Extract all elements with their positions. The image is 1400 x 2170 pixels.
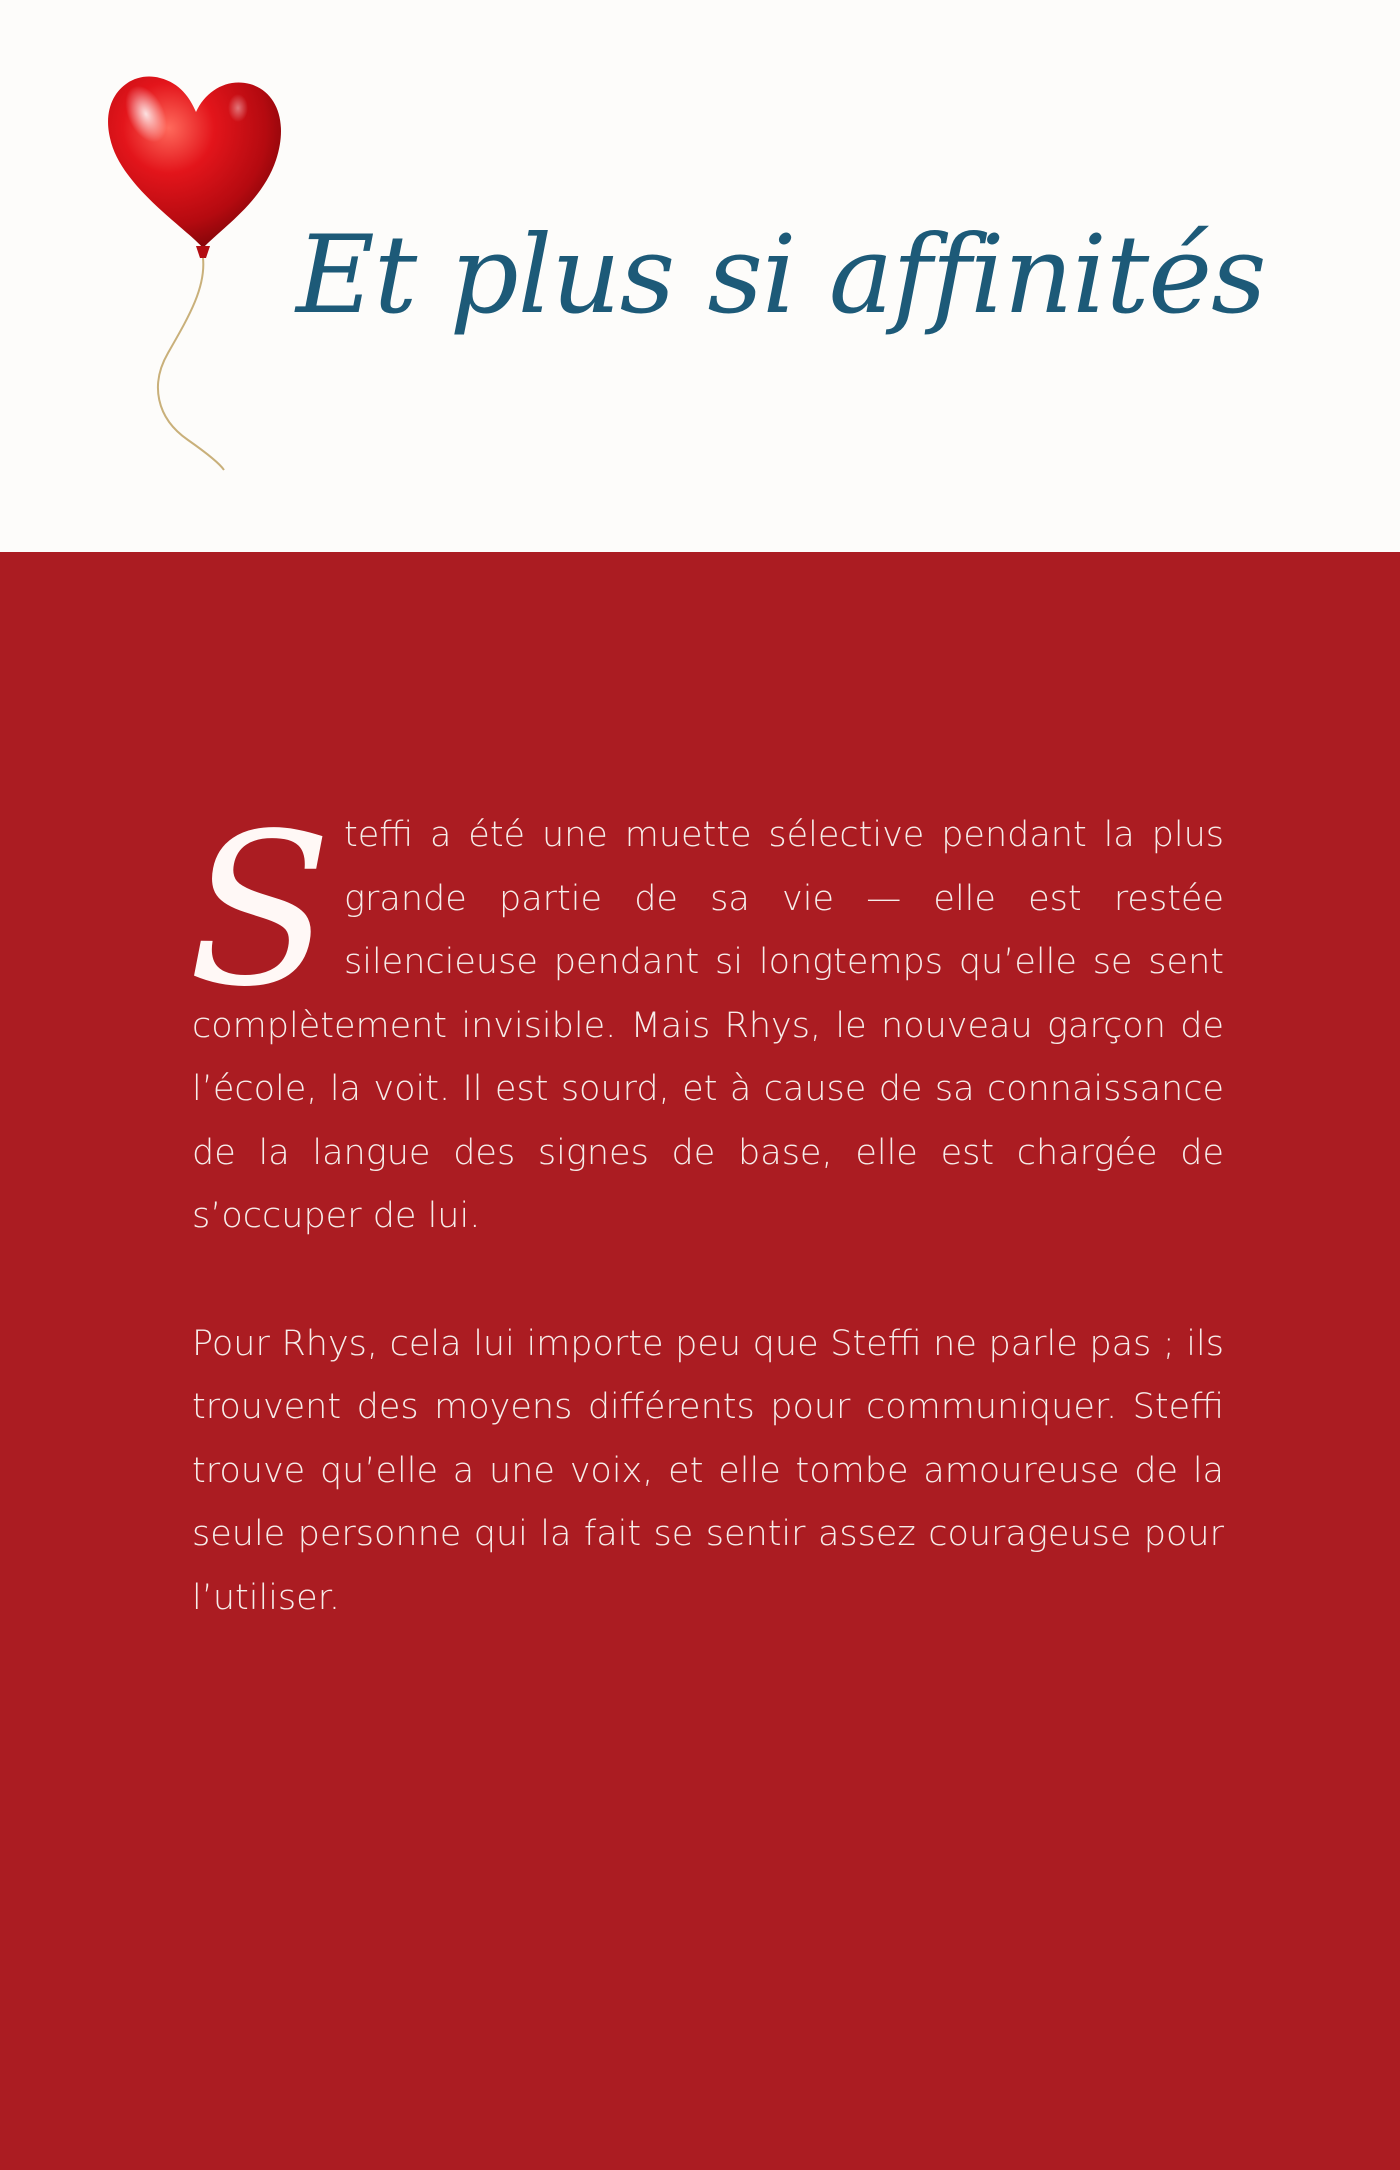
blurb-paragraph-1 bbox=[188, 788, 1224, 1249]
header-band bbox=[0, 0, 1400, 552]
drop-cap: S bbox=[188, 788, 332, 1033]
book-blurb bbox=[188, 788, 1224, 1630]
heart-balloon-icon bbox=[98, 68, 298, 478]
blurb-paragraph-1-text: teffi a été une muette sélective pendant la plus grande partie de sa vie — elle est restée silencieuse pendant si longtemps qu’elle se sent complètement invisible. Mais Rhys, le nouveau garçon de l’école, la voit. Il est sourd, et à cause de sa connaissance de la langue des signes de base, elle est chargée de s’occuper de lui. bbox=[192, 815, 1224, 1236]
book-title: Et plus si affinités bbox=[296, 213, 1266, 338]
blurb-paragraph-2: Pour Rhys, cela lui importe peu que Steffi ne parle pas ; ils trouvent des moyens différents pour communiquer. Steffi trouve qu’elle a une voix, et elle tombe amoureuse de la seule personne qui la fait se sentir assez courageuse pour l’utiliser. bbox=[192, 1323, 1224, 1618]
